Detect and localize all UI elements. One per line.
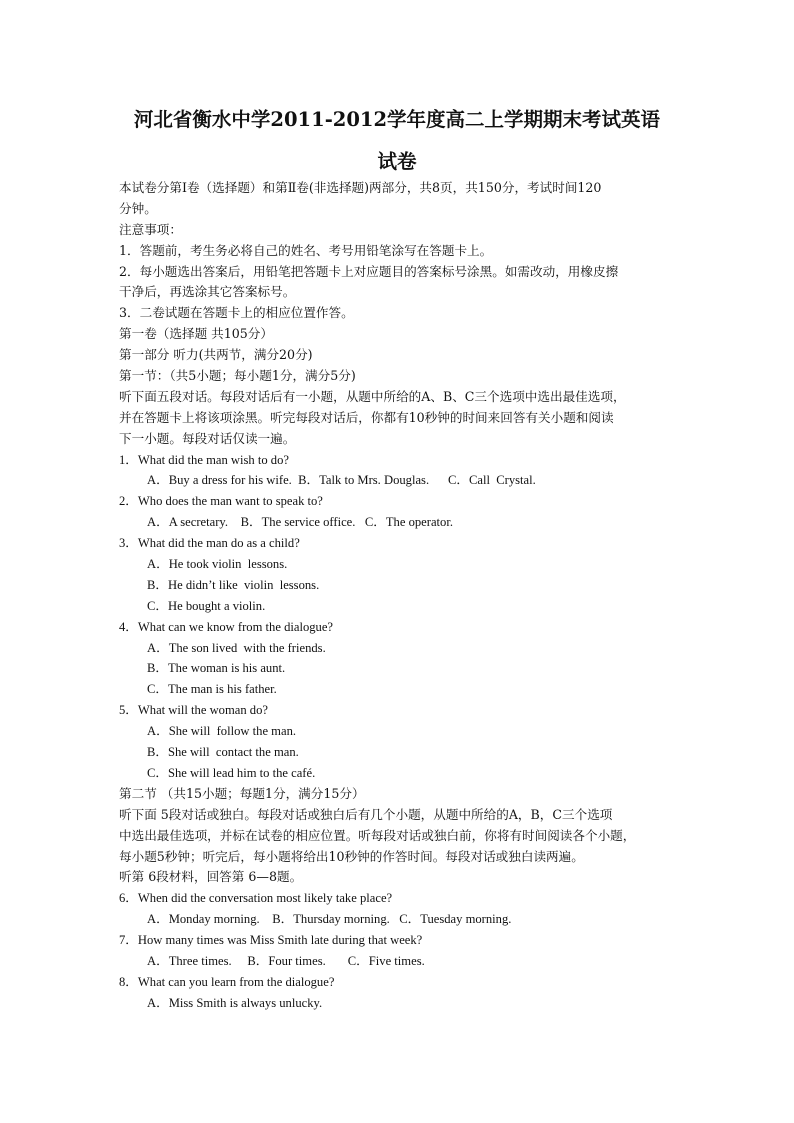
intro-line: 中选出最佳选项，并标在试卷的相应位置。听每段对话或独白前，你将有时间阅读各个小题， (119, 827, 636, 843)
section-heading: 第二节 （共15小题；每题1分，满分15分） (119, 785, 365, 801)
answer-option: A．She will follow the man. (147, 724, 297, 739)
section-heading: 第一节：（共5小题；每小题1分，满分5分) (119, 368, 356, 384)
answer-option: C．He bought a violin. (147, 598, 266, 613)
answer-options: A．Buy a dress for his wife. B．Talk to Mrs. Douglas. C．Call Crystal. (147, 473, 536, 488)
intro-line: 并在答题卡上将该项涂黑。听完每段对话后，你都有10秒钟的时间来回答有关小题和阅读 (119, 409, 614, 425)
answer-option: C．She will lead him to the café. (147, 765, 316, 780)
section-heading: 第一卷（选择题 共105分） (119, 326, 273, 342)
intro-line: 本试卷分第Ⅰ卷（选择题）和第Ⅱ卷(非选择题)两部分，共8页，共150分，考试时间120 (119, 180, 602, 195)
answer-option: A．Miss Smith is always unlucky. (147, 995, 323, 1010)
question-text: 4．What can we know from the dialogue? (119, 619, 334, 634)
question-text: 7．How many times was Miss Smith late during that week? (119, 933, 423, 948)
answer-option: A．He took violin lessons. (147, 557, 288, 572)
intro-line: 每小题5秒钟；听完后，每小题将给出10秒钟的作答时间。每段对话或独白读两遍。 (119, 848, 584, 864)
question-text: 8．What can you learn from the dialogue? (119, 974, 335, 989)
answer-option: B．He didn’t like violin lessons. (147, 577, 320, 592)
intro-line: 下一小题。每段对话仅读一遍。 (119, 430, 296, 446)
intro-line: 分钟。 (119, 200, 157, 216)
intro-line: 注意事项： (119, 221, 182, 237)
section1-questions (119, 450, 679, 784)
answer-option: B．The woman is his aunt. (147, 661, 286, 676)
intro-line: 干净后，再选涂其它答案标号。 (119, 284, 296, 300)
intro-line: 2．每小题选出答案后，用铅笔把答题卡上对应题目的答案标号涂黑。如需改动，用橡皮擦 (119, 263, 619, 279)
question-text: 6．When did the conversation most likely take place? (119, 891, 393, 906)
intro-line: 听第 6段材料，回答第 6—8题。 (119, 869, 303, 885)
answer-option: B．She will contact the man. (147, 745, 299, 760)
intro-line: 3．二卷试题在答题卡上的相应位置作答。 (119, 305, 354, 321)
answer-options: A．Three times. B．Four times. C．Five times. (147, 953, 425, 968)
answer-option: C．The man is his father. (147, 682, 277, 697)
answer-option: A．The son lived with the friends. (147, 640, 326, 655)
question-text: 3．What did the man do as a child? (119, 536, 300, 551)
intro-line: 听下面五段对话。每段对话后有一小题，从题中所给的A、B、C三个选项中选出最佳选项， (119, 388, 626, 404)
exam-content (119, 178, 679, 1014)
section-heading: 第一部分 听力(共两节，满分20分) (119, 347, 313, 363)
section2-instructions (119, 784, 679, 888)
intro-line: 听下面 5段对话或独白。每段对话或独白后有几个小题，从题中所给的A，B，C三个选项 (119, 806, 613, 822)
question-text: 1．What did the man wish to do? (119, 452, 289, 467)
answer-options: A．A secretary. B．The service office. C．The operator. (147, 515, 453, 530)
title-line-1: 河北省衡水中学2011-2012学年度高二上学期期末考试英语 (133, 108, 661, 131)
instructions (119, 178, 679, 450)
intro-line: 1．答题前，考生务必将自己的姓名、考号用铅笔涂写在答题卡上。 (119, 242, 493, 258)
answer-options: A．Monday morning. B．Thursday morning. C．Tuesday morning. (147, 912, 512, 927)
question-text: 5．What will the woman do? (119, 703, 268, 718)
title-line-2: 试卷 (377, 150, 417, 173)
section2-questions (119, 888, 679, 1013)
question-text: 2．Who does the man want to speak to? (119, 494, 323, 509)
